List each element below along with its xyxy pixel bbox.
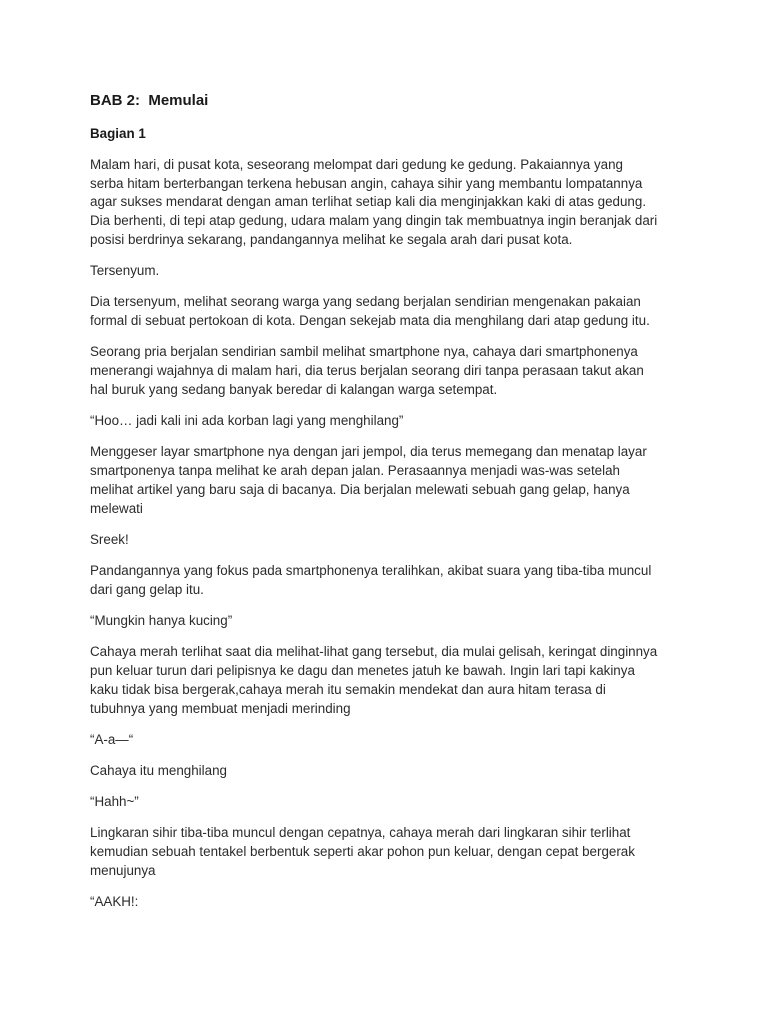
text-line: smartponenya tanpa melihat ke arah depan jalan. Perasaannya menjadi was-was setelah [90, 463, 620, 479]
text-line: menujunya [90, 862, 156, 878]
text-line: kaku tidak bisa bergerak,cahaya merah itu semakin mendekat dan aura hitam terasa di [90, 681, 606, 697]
text-line: tubuhnya yang membuat menjadi merinding [90, 700, 351, 716]
text-line: posisi berdrinya sekarang, pandangannya melihat ke segala arah dari pusat kota. [90, 231, 573, 247]
paragraph [90, 156, 680, 250]
text-line: menerangi wajahnya di malam hari, dia terus berjalan seorang diri tanpa perasaan takut akan [90, 363, 644, 379]
text-line: Tersenyum. [90, 263, 160, 279]
text-line: Seorang pria berjalan sendirian sambil melihat smartphone nya, cahaya dari smartphonenya [90, 344, 638, 360]
text-line: “Hoo… jadi kali ini ada korban lagi yang menghilang” [90, 413, 404, 429]
text-line: melihat artikel yang baru saja di bacanya. Dia berjalan melewati sebuah gang gelap, hanya [90, 481, 630, 497]
text-line: pun keluar turun dari pelipisnya ke dagu dan menetes jatuh ke bawah. Ingin lari tapi kakinya [90, 663, 635, 679]
text-line: “AAKH!: [90, 894, 139, 910]
text-line: Dia tersenyum, melihat seorang warga yang sedang berjalan sendirian mengenakan pakaian [90, 294, 641, 310]
text-line: Dia berhenti, di tepi atap gedung, udara malam yang dingin tak membuatnya ingin beranjak dari [90, 213, 658, 229]
text-line: agar sukses mendarat dengan aman terlihat setiap kali dia menginjakkan kaki di atas gedung. [90, 194, 647, 210]
text-line: formal di sebuat pertokoan di kota. Dengan sekejab mata dia menghilang dari atap gedung itu. [90, 313, 650, 329]
paragraph [90, 643, 680, 718]
text-line: hal buruk yang sedang banyak beredar di kalangan warga setempat. [90, 381, 498, 397]
paragraph [90, 893, 680, 912]
text-line: Lingkaran sihir tiba-tiba muncul dengan cepatnya, cahaya merah dari lingkaran sihir terlihat [90, 825, 631, 841]
text-line: serba hitam berterbangan terkena hebusan angin, cahaya sihir yang membantu lompatannya [90, 175, 643, 191]
paragraph [90, 262, 680, 281]
text-line: dari gang gelap itu. [90, 581, 204, 597]
paragraph [90, 824, 680, 880]
text-line: Cahaya itu menghilang [90, 763, 227, 779]
chapter-title: BAB 2: Memulai [90, 92, 209, 109]
text-line: melewati [90, 500, 143, 516]
text-line: Malam hari, di pusat kota, seseorang melompat dari gedung ke gedung. Pakaiannya yang [90, 156, 623, 172]
paragraph [90, 612, 680, 631]
paragraph [90, 343, 680, 399]
text-line: Pandangannya yang fokus pada smartphonenya teralihkan, akibat suara yang tiba-tiba muncul [90, 563, 652, 579]
text-line: Cahaya merah terlihat saat dia melihat-lihat gang tersebut, dia mulai gelisah, keringat dinginnya [90, 644, 658, 660]
paragraph [90, 762, 680, 781]
paragraph [90, 793, 680, 812]
paragraph [90, 443, 680, 518]
paragraph [90, 412, 680, 431]
document-page [90, 91, 680, 924]
paragraph [90, 562, 680, 600]
text-line: “Mungkin hanya kucing” [90, 613, 233, 629]
text-line: Sreek! [90, 531, 129, 547]
text-line: kemudian sebuah tentakel berbentuk seperti akar pohon pun keluar, dengan cepat bergerak [90, 844, 635, 860]
section-title: Bagian 1 [90, 126, 146, 141]
text-line: “A-a—“ [90, 731, 134, 747]
paragraph [90, 731, 680, 750]
paragraph [90, 531, 680, 550]
text-line: Menggeser layar smartphone nya dengan jari jempol, dia terus memegang dan menatap layar [90, 444, 647, 460]
story-body [90, 156, 680, 912]
text-line: “Hahh~” [90, 794, 139, 810]
paragraph [90, 293, 680, 331]
